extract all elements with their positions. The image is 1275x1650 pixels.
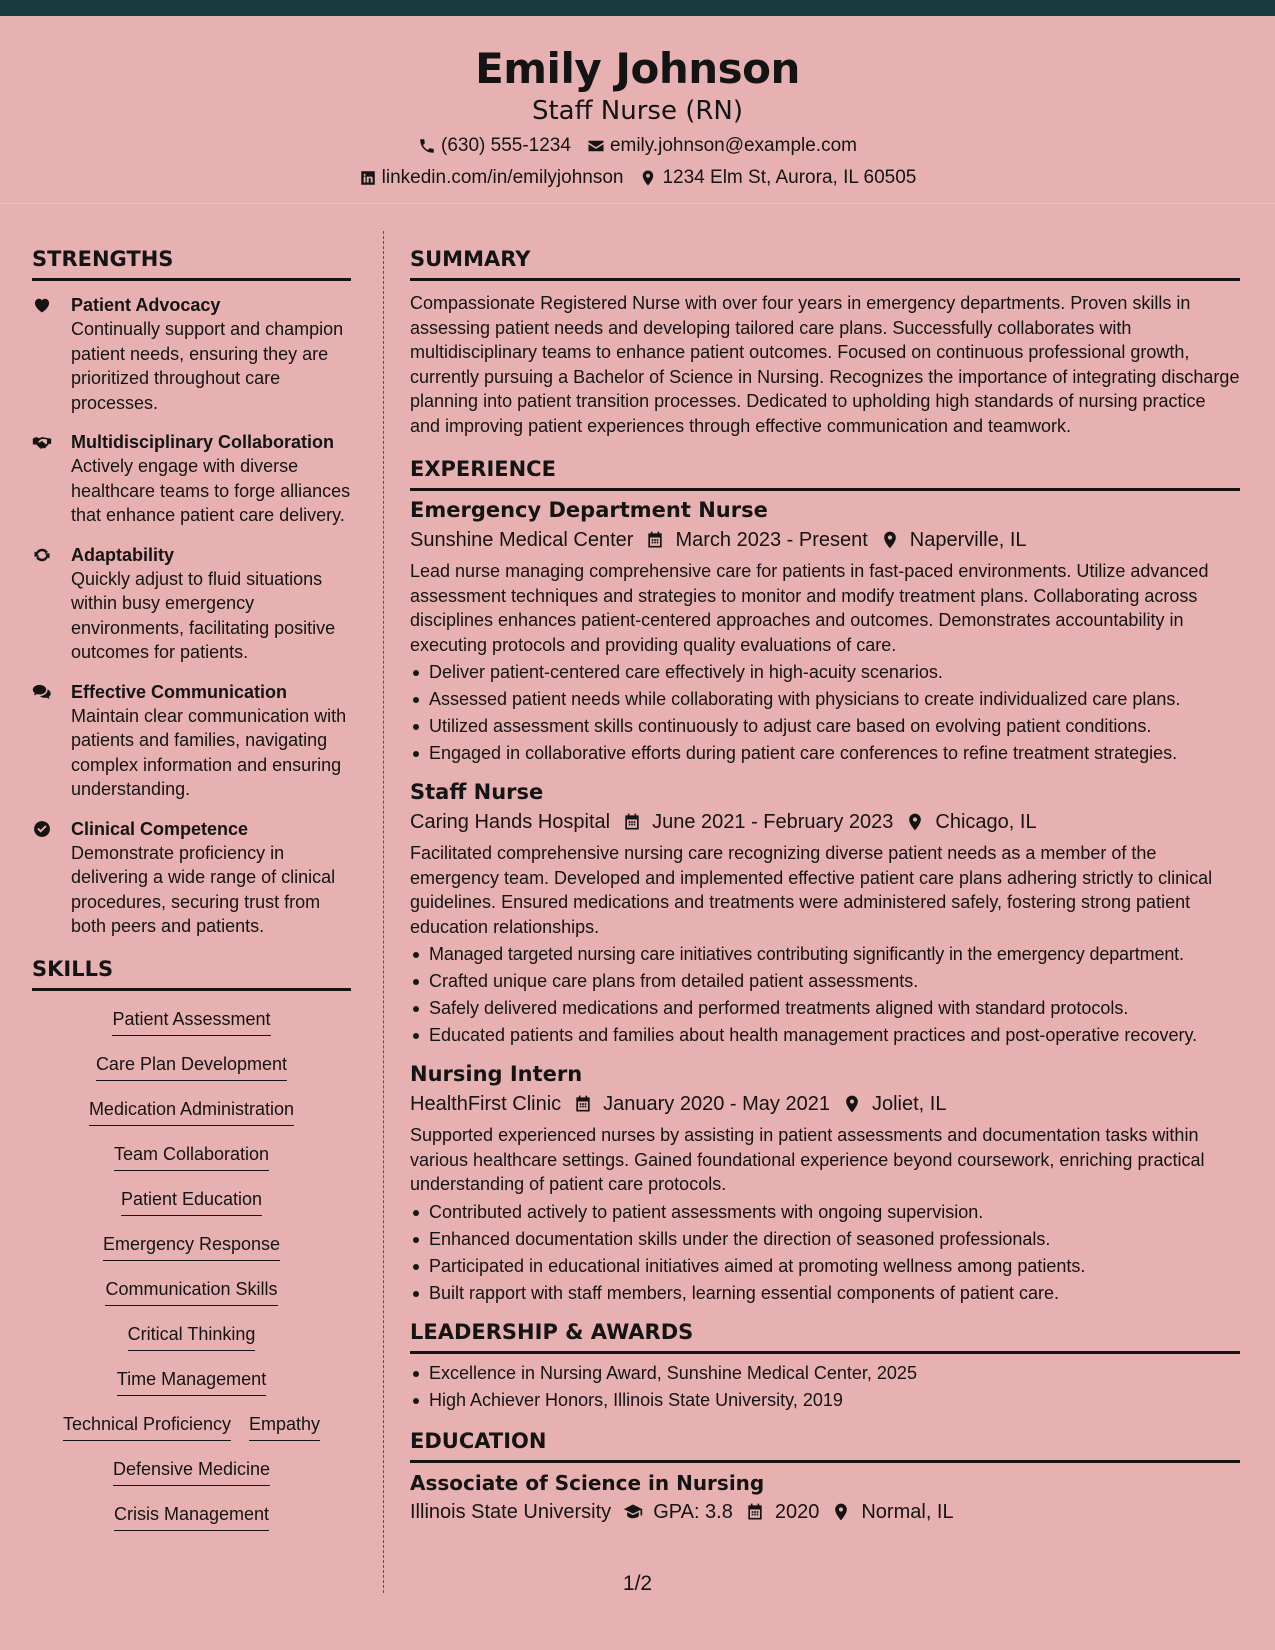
school-name: Illinois State University [410, 1500, 612, 1523]
strengths-title: STRENGTHS [32, 244, 351, 281]
summary-title: SUMMARY [410, 244, 1240, 281]
education-meta [410, 1497, 1240, 1527]
job-bullet: Utilized assessment skills continuously to adjust care based on evolving patient conditions. [410, 713, 1240, 740]
calendar-icon [622, 812, 642, 832]
job-company: HealthFirst Clinic [410, 1093, 562, 1115]
candidate-role: Staff Nurse (RN) [531, 96, 744, 126]
gpa-text: GPA: 3.8 [653, 1500, 733, 1523]
job-location: Joliet, IL [871, 1093, 947, 1115]
strength-desc: Demonstrate proficiency in delivering a wide range of clinical procedures, securing trust from both peers and patients. [71, 842, 336, 936]
strength-title: Patient Advocacy [71, 295, 221, 315]
skills-list [32, 1001, 351, 1541]
skill-tag: Medication Administration [89, 1091, 294, 1126]
job-company: Caring Hands Hospital [410, 811, 611, 833]
job-bullet: Crafted unique care plans from detailed patient assessments. [410, 968, 1240, 995]
strength-item [32, 817, 351, 939]
contact-row-1 [0, 134, 1275, 158]
address-text: 1234 Elm St, Aurora, IL 60505 [662, 167, 917, 188]
envelope-icon [587, 137, 605, 155]
phone-contact [418, 134, 571, 158]
job-bullet: Enhanced documentation skills under the direction of seasoned professionals. [410, 1226, 1240, 1253]
school-location: Normal, IL [861, 1500, 954, 1523]
calendar-icon [645, 530, 665, 550]
linkedin-text[interactable]: linkedin.com/in/emilyjohnson [381, 167, 624, 188]
linkedin-icon [359, 169, 377, 187]
skill-tag: Technical Proficiency [63, 1406, 231, 1441]
candidate-name: Emily Johnson [475, 44, 800, 93]
map-pin-icon [639, 169, 657, 187]
experience-title: EXPERIENCE [410, 454, 1240, 491]
job-location: Naperville, IL [909, 529, 1027, 551]
job-title: Staff Nurse [410, 780, 544, 804]
strength-title: Multidisciplinary Collaboration [71, 432, 335, 452]
strength-item [32, 543, 351, 665]
job-dates: March 2023 - Present [675, 529, 868, 551]
job-bullets [410, 659, 1240, 767]
job-title: Nursing Intern [410, 1062, 583, 1086]
left-column [32, 244, 351, 1541]
comments-icon [32, 682, 52, 702]
graduation-year: 2020 [774, 1500, 820, 1523]
map-pin-icon [880, 530, 900, 550]
email-text[interactable]: emily.johnson@example.com [609, 135, 857, 156]
job-bullet: Safely delivered medications and performed treatments aligned with standard protocols. [410, 995, 1240, 1022]
job-meta [410, 525, 1240, 555]
sync-icon [32, 545, 52, 565]
skill-tag: Emergency Response [103, 1226, 280, 1261]
calendar-icon [745, 1502, 765, 1522]
strength-item [32, 293, 351, 415]
skill-tag: Communication Skills [105, 1271, 277, 1306]
job-description: Supported experienced nurses by assisting in patient assessments and documentation tasks within various healthcare settings. Gained foundational experience beyond coursework, enriching practical understanding of patient care protocols. [410, 1125, 1205, 1194]
job-entry [410, 495, 1240, 767]
job-description: Lead nurse managing comprehensive care for patients in fast-paced environments. Utilize advanced assessment techniques and strategies to monitor and modify treatment plans. Collaborating across disciplines enhances patient-centered approaches and outcomes. Demonstrates accountability in executing protocols and providing quality evaluations of care. [410, 561, 1209, 655]
contact-row-2 [0, 166, 1275, 190]
job-bullet: Participated in educational initiatives aimed at promoting wellness among patients. [410, 1253, 1240, 1280]
strength-title: Effective Communication [71, 681, 288, 702]
job-description: Facilitated comprehensive nursing care recognizing diverse patient needs as a member of the emergency team. Developed and implemented effective patient care plans adhering strictly to clinical guidelines. Ensured medications and treatments were administered safely, fostering strong patient education relationships. [410, 843, 1213, 937]
calendar-icon [573, 1094, 593, 1114]
phone-text: (630) 555-1234 [441, 135, 571, 156]
skill-tag: Patient Education [121, 1181, 262, 1216]
job-meta [410, 807, 1240, 837]
top-bar [0, 0, 1275, 16]
map-pin-icon [831, 1502, 851, 1522]
email-contact[interactable] [587, 134, 857, 158]
job-dates: January 2020 - May 2021 [603, 1093, 830, 1115]
skill-tag: Time Management [117, 1361, 266, 1396]
graduation-cap-icon [623, 1502, 643, 1522]
strength-desc: Actively engage with diverse healthcare teams to forge alliances that enhance patient care delivery. [71, 456, 351, 525]
education-title: EDUCATION [410, 1426, 1240, 1463]
awards-title: LEADERSHIP & AWARDS [410, 1317, 1240, 1354]
linkedin-contact[interactable] [359, 166, 624, 190]
skill-tag: Defensive Medicine [113, 1451, 270, 1486]
strength-title: Clinical Competence [71, 818, 249, 839]
skill-tag: Care Plan Development [96, 1046, 287, 1081]
skill-tag: Team Collaboration [114, 1136, 269, 1171]
strength-desc: Quickly adjust to fluid situations within busy emergency environments, facilitating positive outcomes for patients. [71, 568, 336, 662]
skill-tag: Empathy [249, 1406, 320, 1441]
handshake-icon [32, 432, 52, 452]
strength-item [32, 680, 351, 802]
job-meta [410, 1089, 1240, 1119]
skills-title: SKILLS [32, 954, 351, 991]
strength-item [32, 430, 351, 528]
job-entry [410, 1059, 1240, 1307]
skill-tag: Crisis Management [114, 1496, 269, 1531]
job-bullets [410, 1199, 1240, 1307]
phone-icon [418, 137, 436, 155]
heart-icon [32, 295, 52, 315]
job-bullet: Contributed actively to patient assessments with ongoing supervision. [410, 1199, 1240, 1226]
map-pin-icon [905, 812, 925, 832]
summary-text: Compassionate Registered Nurse with over four years in emergency departments. Proven skills in assessing patient needs and developing tailored care plans. Successfully collaborates with multidisciplinary teams to enhance patient outcomes. Focused on continuous professional growth, currently pursuing a Bachelor of Science in Nursing. Recognizes the importance of integrating discharge planning into patient transition processes. Dedicated to upholding high standards of nursing practice and improving patient experiences through effective communication and teamwork. [410, 293, 1240, 436]
right-column [410, 244, 1240, 1531]
job-bullet: Deliver patient-centered care effectively in high-acuity scenarios. [410, 659, 1240, 686]
job-company: Sunshine Medical Center [410, 529, 634, 551]
job-title: Emergency Department Nurse [410, 498, 768, 522]
strength-desc: Maintain clear communication with patients and families, navigating complex information and ensuring understanding. [71, 705, 347, 799]
column-divider [383, 231, 384, 1593]
job-dates: June 2021 - February 2023 [652, 811, 894, 833]
job-bullet: Educated patients and families about health management practices and post-operative recovery. [410, 1022, 1240, 1049]
skill-tag: Patient Assessment [112, 1001, 270, 1036]
job-bullets [410, 941, 1240, 1049]
address-contact [639, 166, 916, 190]
page-number: 1/2 [622, 1572, 653, 1595]
awards-list [410, 1360, 1240, 1414]
strength-title: Adaptability [71, 544, 175, 565]
skill-tag: Critical Thinking [128, 1316, 256, 1351]
job-bullet: Assessed patient needs while collaborating with physicians to create individualized care plans. [410, 686, 1240, 713]
resume-header [0, 16, 1275, 204]
strength-desc: Continually support and champion patient needs, ensuring they are prioritized throughout care processes. [71, 319, 344, 413]
award-item: Excellence in Nursing Award, Sunshine Medical Center, 2025 [410, 1360, 1240, 1387]
job-bullet: Managed targeted nursing care initiatives contributing significantly in the emergency department. [410, 941, 1240, 968]
job-entry [410, 777, 1240, 1049]
job-bullet: Built rapport with staff members, learning essential components of patient care. [410, 1280, 1240, 1307]
job-location: Chicago, IL [935, 811, 1037, 833]
degree-title: Associate of Science in Nursing [410, 1470, 765, 1495]
check-circle-icon [32, 819, 52, 839]
award-item: High Achiever Honors, Illinois State University, 2019 [410, 1387, 1240, 1414]
map-pin-icon [842, 1094, 862, 1114]
job-bullet: Engaged in collaborative efforts during patient care conferences to refine treatment strategies. [410, 740, 1240, 767]
strengths-list [32, 293, 351, 939]
